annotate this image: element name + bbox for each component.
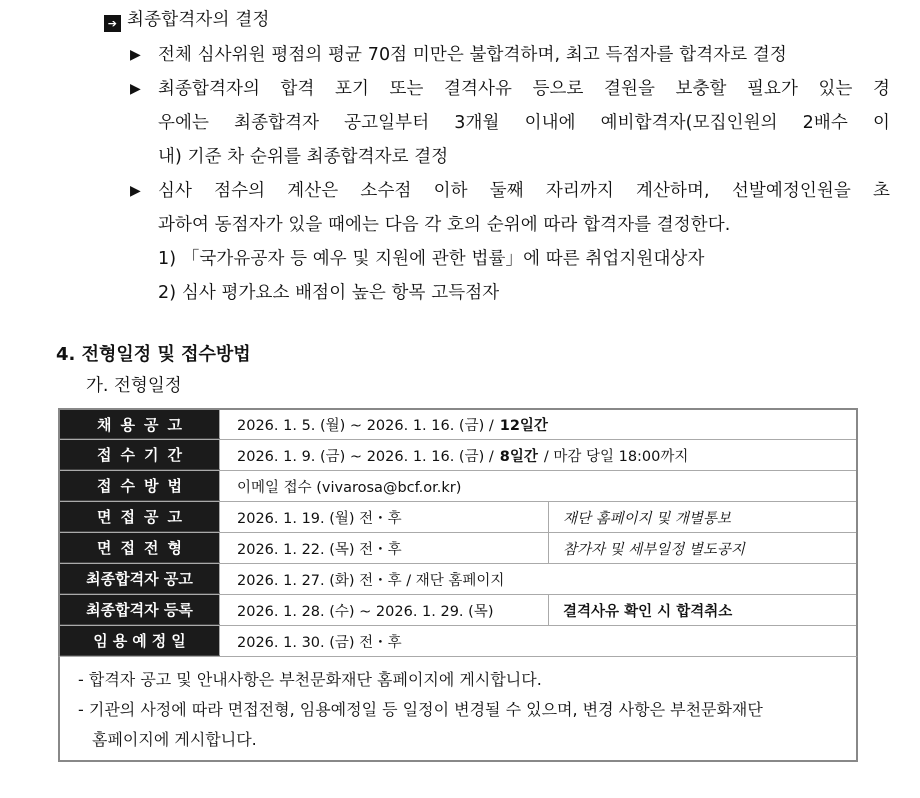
bullet-item (130, 72, 890, 174)
row-value: 이메일 접수 (vivarosa@bcf.or.kr) (237, 479, 462, 496)
table-row (60, 502, 856, 533)
row-value: 2026. 1. 30. (금) 전・후 (237, 634, 402, 651)
row-label: 임용예정일 (60, 626, 220, 656)
bullet-line: 내) 기준 차 순위를 최종합격자로 결정 (158, 147, 449, 167)
section-title: 최종합격자의 결정 (127, 10, 270, 30)
row-label: 최종합격자 공고 (60, 564, 220, 594)
row-value-after: / 마감 당일 18:00까지 (543, 448, 689, 465)
notes-box (58, 656, 858, 762)
bullet-item (130, 174, 890, 242)
bullet-line: 과하여 동점자가 있을 때에는 다음 각 호의 순위에 따라 합격자를 결정한다. (158, 215, 731, 235)
row-note: 참가자 및 세부일정 별도공지 (563, 541, 745, 558)
bullet-line: 우에는 최종합격자 공고일부터 3개월 이내에 예비합격자(모집인원의 2배수 이 (158, 113, 890, 133)
table-row (60, 564, 856, 595)
row-value-text: 2026. 1. 9. (금) ~ 2026. 1. 16. (금) / (237, 448, 494, 465)
schedule-table (58, 408, 858, 657)
table-row (60, 626, 856, 657)
arrow-box-icon: ➔ (104, 15, 121, 32)
note-line: 홈페이지에 게시합니다. (92, 730, 257, 749)
bullet-line: 전체 심사위원 평점의 평균 70점 미만은 불합격하며, 최고 득점자를 합격자로 결정 (158, 45, 787, 65)
row-value (220, 440, 856, 470)
triangle-bullet-icon: ▶ (130, 183, 141, 199)
table-row (60, 410, 856, 440)
bullet-line: 심사 점수의 계산은 소수점 이하 둘째 자리까지 계산하며, 선발예정인원을 초 (158, 181, 890, 201)
table-row (60, 595, 856, 626)
triangle-bullet-icon: ▶ (130, 81, 141, 97)
triangle-bullet-icon: ▶ (130, 47, 141, 63)
table-row (60, 533, 856, 564)
row-label: 채용공고 (60, 410, 220, 439)
row-label: 접수방법 (60, 471, 220, 501)
row-value: 2026. 1. 28. (수) ~ 2026. 1. 29. (목) (220, 595, 549, 625)
row-note: 결격사유 확인 시 합격취소 (563, 603, 733, 620)
row-value: 2026. 1. 22. (목) 전・후 (220, 533, 549, 563)
bullet-line: 최종합격자의 합격 포기 또는 결격사유 등으로 결원을 보충할 필요가 있는 경 (158, 79, 890, 99)
row-value (220, 410, 856, 439)
row-value: 2026. 1. 19. (월) 전・후 (220, 502, 549, 532)
note-line: - 기관의 사정에 따라 면접전형, 임용예정일 등 일정이 변경될 수 있으며, 변경 사항은 부천문화재단 (78, 700, 763, 719)
section-4-heading: 4. 전형일정 및 접수방법 (56, 344, 251, 365)
table-row (60, 471, 856, 502)
row-value-bold: 12일간 (499, 418, 548, 434)
row-label: 접수기간 (60, 440, 220, 470)
table-row (60, 440, 856, 471)
bullet-item (130, 38, 890, 72)
row-value: 2026. 1. 27. (화) 전・후 / 재단 홈페이지 (237, 572, 505, 589)
section-heading (104, 8, 270, 32)
numbered-item: 1) 「국가유공자 등 예우 및 지원에 관한 법률」에 따른 취업지원대상자 (158, 249, 705, 269)
row-label: 최종합격자 등록 (60, 595, 220, 625)
row-label: 면접공고 (60, 502, 220, 532)
row-value-text: 2026. 1. 5. (월) ~ 2026. 1. 16. (금) / (237, 418, 494, 434)
note-line: - 합격자 공고 및 안내사항은 부천문화재단 홈페이지에 게시합니다. (78, 670, 542, 689)
row-value-bold: 8일간 (499, 448, 538, 465)
subheading: 가. 전형일정 (86, 376, 182, 396)
row-label: 면접전형 (60, 533, 220, 563)
numbered-item: 2) 심사 평가요소 배점이 높은 항목 고득점자 (158, 283, 500, 303)
row-note: 재단 홈페이지 및 개별통보 (563, 510, 731, 527)
